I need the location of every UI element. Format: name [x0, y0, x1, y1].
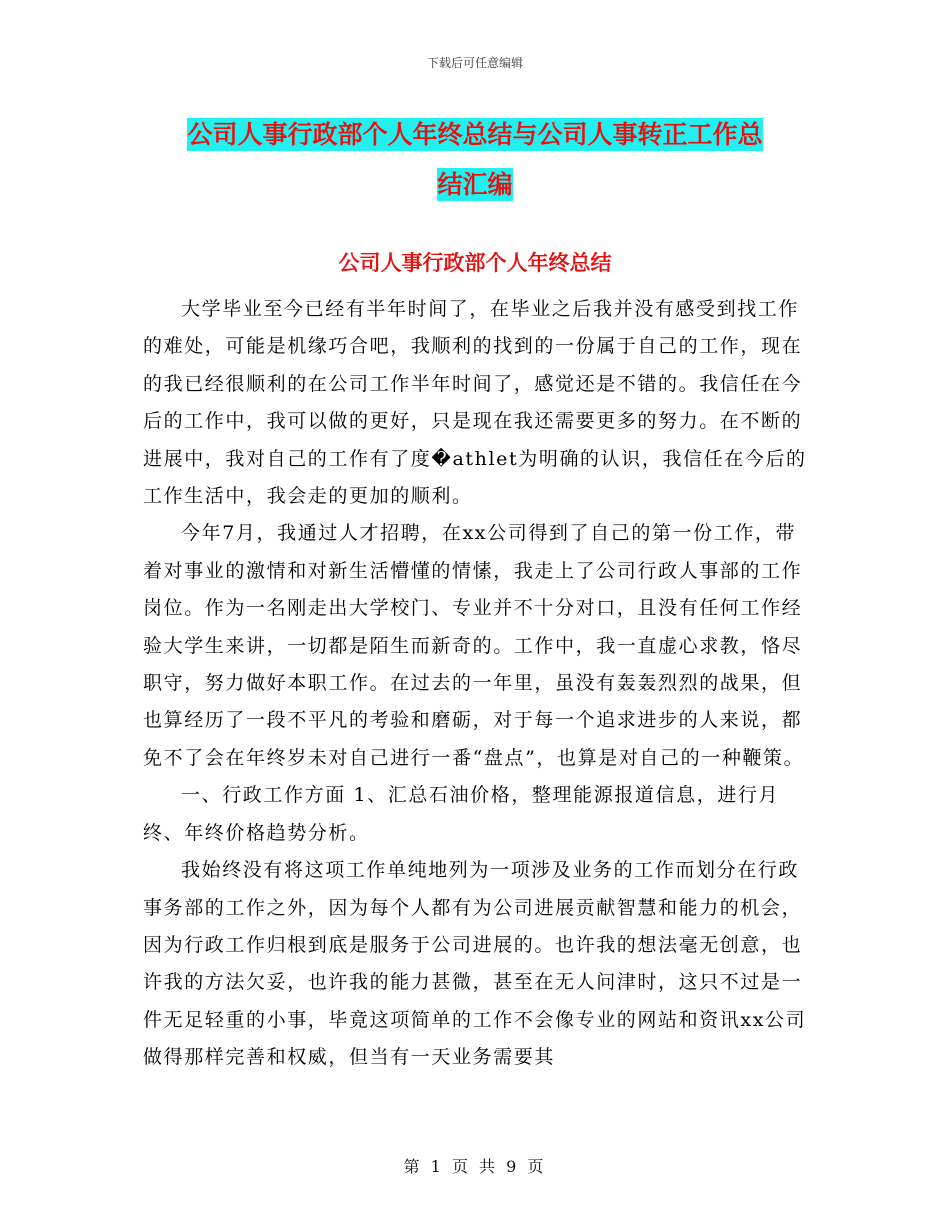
paragraph-1: 大学毕业至今已经有半年时间了，在毕业之后我并没有感受到找工作的难处，可能是机缘巧合吧，我顺利的找到的一份属于自己的工作，现在的我已经很顺利的在公司工作半年时间了，感觉还是不错的。我信任在今后的工作中，我可以做的更好，只是现在我还需要更多的努力。在不断的进展中，我对自己的工作有了度�athlet为明确的认识，我信任在今后的工作生活中，我会走的更加的顺利。: [143, 298, 807, 508]
page-footer: 第 1 页 共 9 页: [403, 1157, 547, 1176]
title-line-2: 结汇编: [437, 170, 513, 199]
header-note: 下载后可任意编辑: [426, 56, 523, 70]
paragraph-2: 今年7月，我通过人才招聘，在xx公司得到了自己的第一份工作，带着对事业的激情和对新生活懵懂的情愫，我走上了公司行政人事部的工作岗位。作为一名刚走出大学校门、专业并不十分对口，且没有任何工作经验大学生来讲，一切都是陌生而新奇的。工作中，我一直虚心求教，恪尽职守，努力做好本职工作。在过去的一年里，虽没有轰轰烈烈的战果，但也算经历了一段不平凡的考验和磨砺，对于每一个追求进步的人来说，都免不了会在年终岁未对自己进行一番“盘点”，也算是对自己的一种鞭策。: [143, 522, 805, 769]
paragraph-4: 我始终没有将这项工作单纯地列为一项涉及业务的工作而划分在行政事务部的工作之外，因为每个人都有为公司进展贡献智慧和能力的机会，因为行政工作归根到底是服务于公司进展的。也许我的想法毫无创意，也许我的方法欠妥，也许我的能力甚微，甚至在无人问津时，这只不过是一件无足轻重的小事，毕竟这项简单的工作不会像专业的网站和资讯xx公司做得那样完善和权威，但当有一天业务需要其: [143, 859, 807, 1069]
document-title: [140, 110, 810, 210]
paragraph-3: 一、行政工作方面 1、汇总石油价格，整理能源报道信息，进行月终、年终价格趋势分析。: [143, 784, 780, 844]
body-text: [143, 291, 815, 1077]
title-line-1: 公司人事行政部个人年终总结与公司人事转正工作总: [187, 120, 763, 149]
section-title: 公司人事行政部个人年终总结: [338, 251, 612, 275]
